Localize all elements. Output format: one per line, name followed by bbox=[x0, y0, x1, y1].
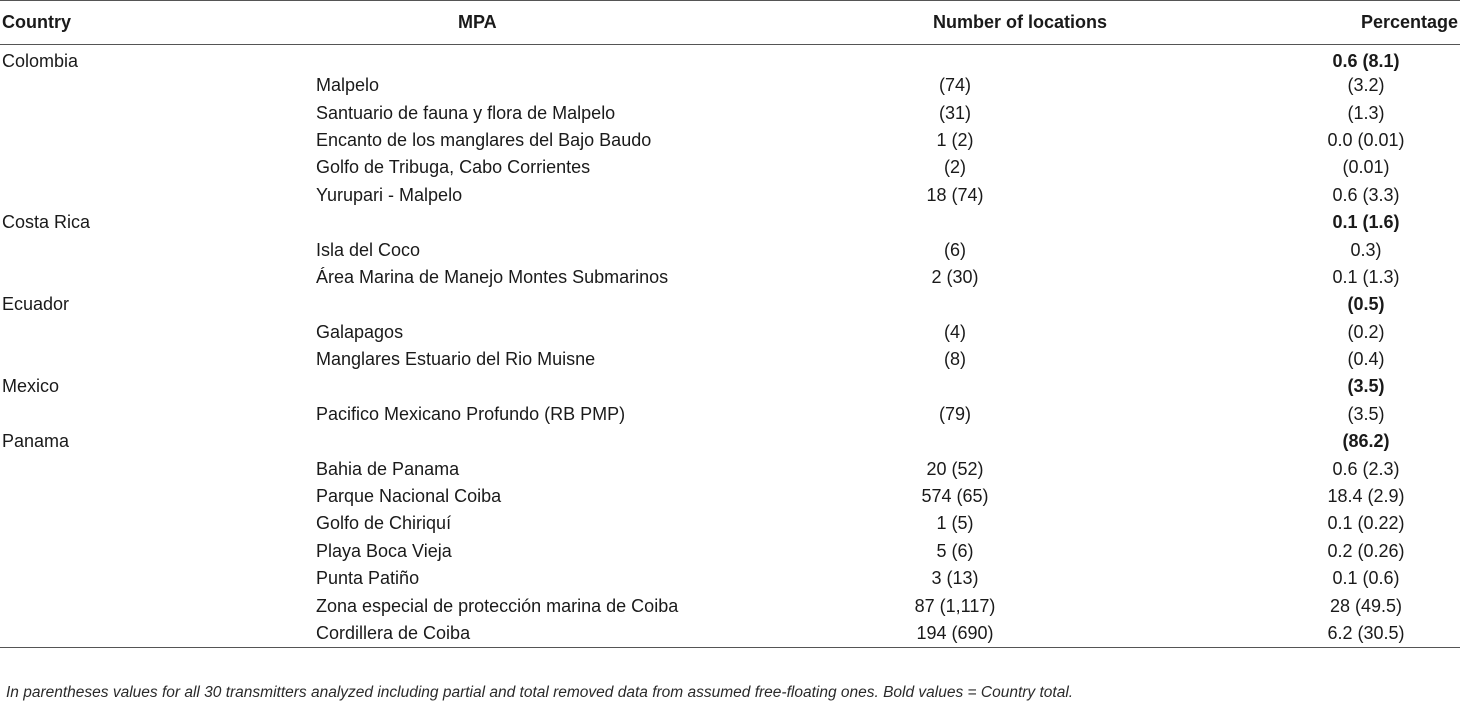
percentage-cell: 0.1 (0.22) bbox=[1327, 513, 1405, 534]
mpa-cell: Manglares Estuario del Rio Muisne bbox=[316, 349, 596, 370]
mpa-row bbox=[0, 236, 1460, 263]
country-cell bbox=[0, 127, 300, 154]
country-cell bbox=[0, 72, 300, 99]
percentage-cell: 6.2 (30.5) bbox=[1327, 622, 1405, 643]
mpa-cell: Cordillera de Coiba bbox=[316, 622, 471, 643]
mpa-row bbox=[0, 264, 1460, 291]
country-cell bbox=[0, 538, 300, 565]
country-total-percentage-cell: (0.5) bbox=[1347, 294, 1385, 315]
mpa-cell bbox=[300, 373, 790, 400]
country-row bbox=[0, 291, 1460, 318]
mpa-cell bbox=[300, 209, 790, 236]
percentage-cell: 18.4 (2.9) bbox=[1327, 486, 1405, 507]
country-total-percentage-cell: (86.2) bbox=[1342, 431, 1390, 452]
percentage-cell: (0.2) bbox=[1347, 321, 1385, 342]
country-cell bbox=[0, 236, 300, 263]
mpa-cell: Playa Boca Vieja bbox=[316, 540, 452, 561]
mpa-cell: Malpelo bbox=[316, 75, 380, 96]
locations-cell: 87 (1,117) bbox=[914, 595, 996, 616]
country-total-percentage-cell: (3.5) bbox=[1347, 376, 1385, 397]
country-row bbox=[0, 428, 1460, 455]
mpa-cell: Galapagos bbox=[316, 321, 404, 342]
locations-cell bbox=[790, 291, 1270, 318]
locations-cell: 2 (30) bbox=[931, 266, 979, 287]
mpa-cell: Punta Patiño bbox=[316, 568, 420, 589]
country-cell bbox=[0, 483, 300, 510]
percentage-cell: 0.1 (0.6) bbox=[1332, 568, 1400, 589]
mpa-cell: Pacifico Mexicano Profundo (RB PMP) bbox=[316, 403, 626, 424]
percentage-cell: (1.3) bbox=[1347, 102, 1385, 123]
locations-cell: (74) bbox=[938, 75, 971, 96]
locations-cell: 1 (5) bbox=[936, 513, 974, 534]
country-cell bbox=[0, 565, 300, 592]
percentage-cell: 0.0 (0.01) bbox=[1327, 129, 1405, 150]
country-cell: Costa Rica bbox=[2, 212, 91, 233]
mpa-row bbox=[0, 154, 1460, 181]
mpa-row bbox=[0, 620, 1460, 647]
mpa-cell: Golfo de Chiriquí bbox=[316, 513, 452, 534]
percentage-cell: 0.6 (2.3) bbox=[1332, 458, 1400, 479]
country-cell bbox=[0, 99, 300, 126]
percentage-cell: 0.3) bbox=[1350, 239, 1382, 260]
mpa-cell: Yurupari - Malpelo bbox=[316, 184, 463, 205]
mpa-row bbox=[0, 182, 1460, 209]
country-cell: Ecuador bbox=[2, 294, 70, 315]
country-cell bbox=[0, 346, 300, 373]
mpa-cell: Isla del Coco bbox=[316, 239, 421, 260]
country-cell: Mexico bbox=[2, 376, 60, 397]
percentage-cell: (3.2) bbox=[1347, 75, 1385, 96]
locations-cell: 20 (52) bbox=[926, 458, 984, 479]
mpa-row bbox=[0, 99, 1460, 126]
locations-cell: 1 (2) bbox=[936, 129, 974, 150]
mpa-row bbox=[0, 592, 1460, 619]
locations-cell: 5 (6) bbox=[936, 540, 974, 561]
mpa-cell: Zona especial de protección marina de Coiba bbox=[316, 595, 679, 616]
country-row bbox=[0, 45, 1460, 73]
table-header bbox=[0, 1, 1460, 45]
mpa-row bbox=[0, 319, 1460, 346]
country-cell bbox=[0, 455, 300, 482]
percentage-cell: 0.6 (3.3) bbox=[1332, 184, 1400, 205]
mpa-cell bbox=[300, 291, 790, 318]
mpa-row bbox=[0, 346, 1460, 373]
country-row bbox=[0, 209, 1460, 236]
country-cell bbox=[0, 264, 300, 291]
locations-cell bbox=[790, 373, 1270, 400]
locations-cell: 3 (13) bbox=[931, 568, 979, 589]
country-total-percentage-cell: 0.6 (8.1) bbox=[1332, 51, 1400, 71]
mpa-row bbox=[0, 565, 1460, 592]
locations-cell bbox=[790, 209, 1270, 236]
mpa-cell: Golfo de Tribuga, Cabo Corrientes bbox=[316, 157, 591, 178]
country-total-percentage-cell: 0.1 (1.6) bbox=[1332, 212, 1400, 233]
mpa-row bbox=[0, 72, 1460, 99]
header-mpa: MPA bbox=[458, 12, 497, 32]
percentage-cell: (3.5) bbox=[1347, 403, 1385, 424]
country-row bbox=[0, 373, 1460, 400]
locations-cell: (31) bbox=[938, 102, 971, 123]
table-footnote: In parentheses values for all 30 transmitters analyzed including partial and total removed data from assumed free-floating ones. Bold values = Country total. bbox=[6, 684, 1074, 701]
mpa-row bbox=[0, 483, 1460, 510]
mpa-row bbox=[0, 510, 1460, 537]
mpa-cell bbox=[300, 45, 790, 73]
percentage-cell: 28 (49.5) bbox=[1329, 595, 1403, 616]
locations-cell: (8) bbox=[944, 349, 966, 370]
locations-cell: 574 (65) bbox=[921, 486, 989, 507]
percentage-cell: 0.1 (1.3) bbox=[1332, 266, 1400, 287]
mpa-row bbox=[0, 401, 1460, 428]
mpa-row bbox=[0, 538, 1460, 565]
locations-cell: (79) bbox=[938, 403, 971, 424]
country-cell bbox=[0, 154, 300, 181]
mpa-cell: Parque Nacional Coiba bbox=[316, 486, 502, 507]
locations-cell bbox=[790, 428, 1270, 455]
mpa-cell: Santuario de fauna y flora de Malpelo bbox=[316, 102, 616, 123]
mpa-cell bbox=[300, 428, 790, 455]
country-cell bbox=[0, 182, 300, 209]
percentage-cell: 0.2 (0.26) bbox=[1327, 540, 1405, 561]
locations-cell: 194 (690) bbox=[916, 622, 994, 643]
header-number-of-locations: Number of locations bbox=[933, 12, 1108, 32]
header-percentage: Percentage bbox=[1360, 12, 1458, 32]
country-cell bbox=[0, 319, 300, 346]
locations-cell bbox=[790, 45, 1270, 73]
country-cell bbox=[0, 592, 300, 619]
header-row bbox=[0, 1, 1460, 45]
percentage-cell: (0.4) bbox=[1347, 349, 1385, 370]
country-cell: Colombia bbox=[2, 51, 79, 71]
locations-cell: (4) bbox=[944, 321, 966, 342]
locations-cell: (2) bbox=[944, 157, 966, 178]
country-cell bbox=[0, 510, 300, 537]
country-cell bbox=[0, 401, 300, 428]
mpa-cell: Bahia de Panama bbox=[316, 458, 460, 479]
country-cell bbox=[0, 620, 300, 647]
mpa-cell: Área Marina de Manejo Montes Submarinos bbox=[316, 266, 669, 287]
header-country: Country bbox=[2, 12, 71, 32]
locations-cell: 18 (74) bbox=[926, 184, 984, 205]
percentage-cell: (0.01) bbox=[1342, 157, 1390, 178]
mpa-row bbox=[0, 127, 1460, 154]
country-cell: Panama bbox=[2, 431, 70, 452]
table-body bbox=[0, 45, 1460, 648]
locations-cell: (6) bbox=[944, 239, 966, 260]
mpa-row bbox=[0, 455, 1460, 482]
mpa-cell: Encanto de los manglares del Bajo Baudo bbox=[316, 129, 652, 150]
